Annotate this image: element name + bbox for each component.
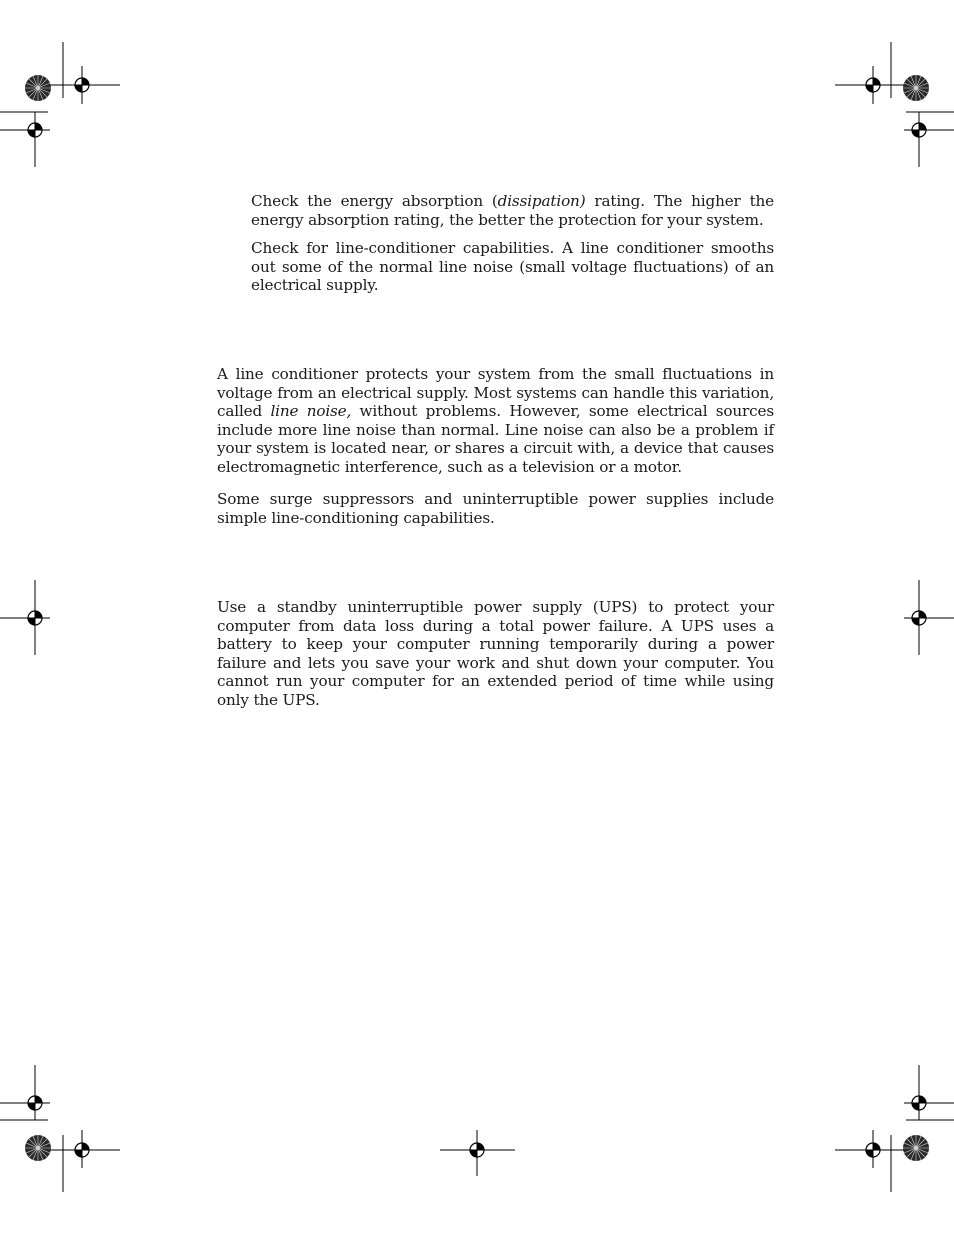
line-noise-term: line noise,: [270, 402, 352, 421]
bullet-text-start: Check the energy absorption (: [251, 192, 498, 210]
bullet-text-end: rating. The higher the energy absorption rating, the better the protection for your system.: [251, 192, 774, 229]
line-conditioner-paragraph: [217, 365, 774, 477]
paragraph-text-end: without problems. However, some electrical sources include more line noise than normal. Line noise can also be a problem if your system is located near, or shares a circuit with, a device that causes electromagnetic interference, such as a television or a motor.: [217, 402, 774, 476]
ups-paragraph: Use a standby uninterruptible power supply (UPS) to protect your computer from data loss during a total power failure. A UPS uses a battery to keep your computer running temporarily during a power failure and lets you save your work and shut down your computer. You cannot run your computer for an extended period of time while using only the UPS.: [217, 598, 774, 709]
bullet-dissipation-rating: [251, 192, 774, 229]
paragraph-text-start: A line conditioner protects your system from the small fluctuations in voltage from an electrical supply. Most systems can handle this variation, called: [217, 365, 774, 421]
bullet-line-conditioner: Check for line-conditioner capabilities. A line conditioner smooths out some of the normal line noise (small voltage fluctuations) of an electrical supply.: [251, 239, 774, 295]
surge-suppressor-paragraph: Some surge suppressors and uninterruptible power supplies include simple line-conditioning capabilities.: [217, 490, 774, 527]
dissipation-term: dissipation): [497, 192, 586, 210]
